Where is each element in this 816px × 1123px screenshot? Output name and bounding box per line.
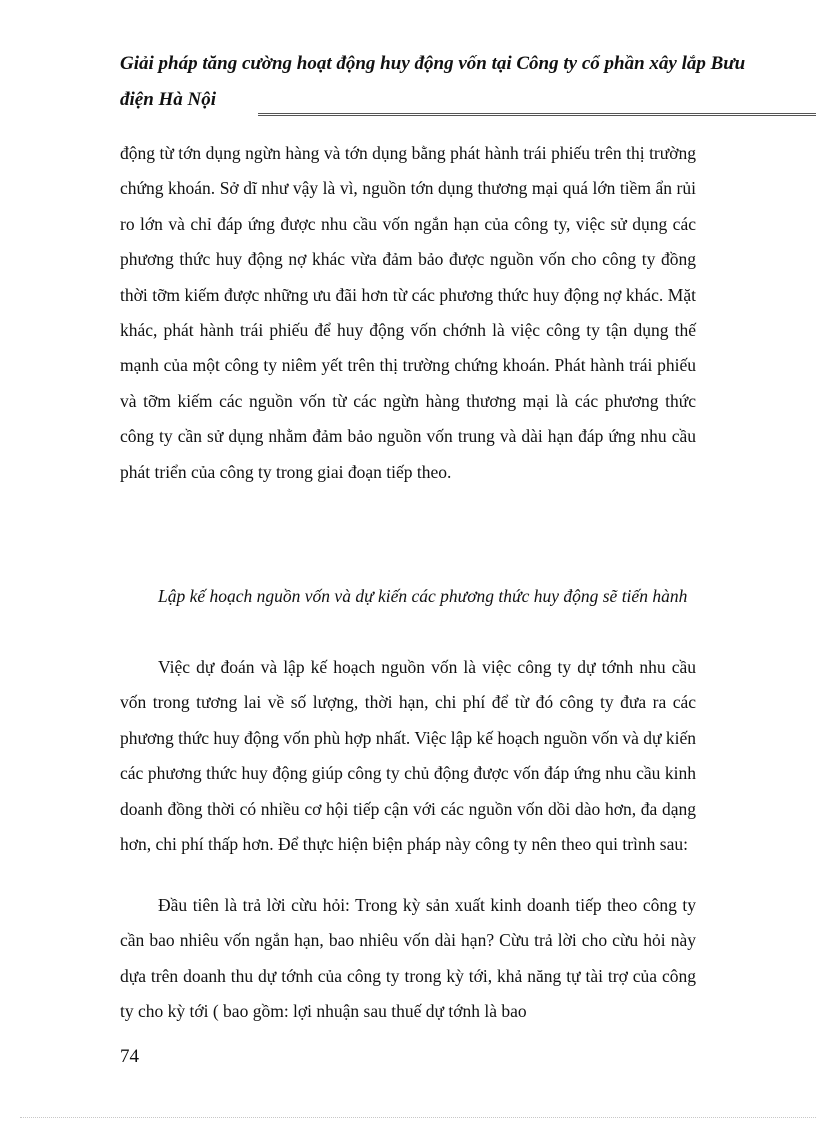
body-paragraph-1: động từ tớn dụng ngừn hàng và tớn dụng bằng phát hành trái phiếu trên thị trường chứng khoán. Sở dĩ như vậy là vì, nguồn tớn dụng thương mại quá lớn tiềm ẩn rủi ro lớn và chỉ đáp ứng được nhu cầu vốn ngắn hạn của công ty, việc sử dụng các phương thức huy động nợ khác vừa đảm bảo được nguồn vốn cho công ty đồng thời tỡm kiếm được những ưu đãi hơn từ các phương thức huy động nợ khác. Mặt khác, phát hành trái phiếu để huy động vốn chớnh là việc công ty tận dụng thế mạnh của một công ty niêm yết trên thị trường chứng khoán. Phát hành trái phiếu và tỡm kiếm các nguồn vốn từ các ngừn hàng thương mại là các phương thức công ty cần sử dụng nhằm đảm bảo nguồn vốn trung và dài hạn đáp ứng nhu cầu phát triển của công ty trong giai đoạn tiếp theo. — [120, 143, 696, 482]
running-header-title: Giải pháp tăng cường hoạt động huy động vốn tại Công ty cổ phần xây lắp Bưu điện Hà Nội — [120, 53, 746, 110]
header-divider — [258, 113, 816, 116]
section-heading: Lập kế hoạch nguồn vốn và dự kiến các phương thức huy động sẽ tiến hành — [158, 586, 688, 606]
body-paragraph-3: Đầu tiên là trả lời cừu hỏi: Trong kỳ sản xuất kinh doanh tiếp theo công ty cần bao nhiêu vốn ngắn hạn, bao nhiêu vốn dài hạn? Cừu trả lời cho cừu hỏi này dựa trên doanh thu dự tớnh của công ty trong kỳ tới, khả năng tự tài trợ của công ty cho kỳ tới ( bao gồm: lợi nhuận sau thuế dự tớnh là bao — [120, 895, 696, 1022]
footer-divider — [20, 1117, 816, 1118]
body-paragraph-2: Việc dự đoán và lập kế hoạch nguồn vốn là việc công ty dự tớnh nhu cầu vốn trong tương lai về số lượng, thời hạn, chi phí để từ đó công ty đưa ra các phương thức huy động vốn phù hợp nhất. Việc lập kế hoạch nguồn vốn và dự kiến các phương thức huy động giúp công ty chủ động được vốn đáp ứng nhu cầu kinh doanh đồng thời có nhiều cơ hội tiếp cận với các nguồn vốn dồi dào hơn, đa dạng hơn, chi phí thấp hơn. Để thực hiện biện pháp này công ty nên theo qui trình sau: — [120, 657, 696, 855]
page-number: 74 — [120, 1046, 139, 1067]
